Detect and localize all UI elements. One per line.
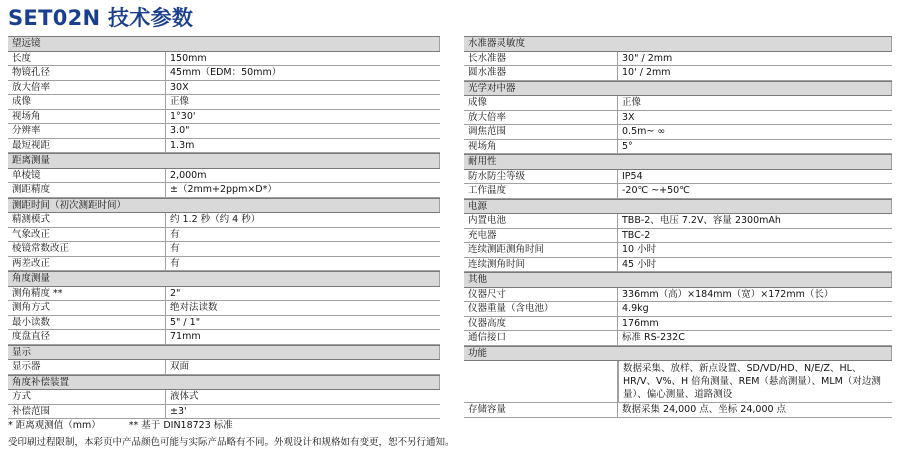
spec-label: 最小读数 — [8, 316, 166, 330]
spec-value: TBB-2、电压 7.2V、容量 2300mAh — [622, 215, 781, 226]
spec-label: 物镜孔径 — [8, 66, 166, 80]
spec-value: 150mm — [170, 52, 207, 64]
spec-value: 有 — [170, 257, 180, 269]
spec-label: 防水防尘等级 — [464, 170, 618, 184]
spec-row — [464, 243, 892, 258]
spec-label: 内置电池 — [464, 214, 618, 228]
section-header — [464, 346, 892, 362]
section-title: 测距时间（初次测距时间） — [8, 199, 440, 213]
spec-row — [464, 403, 892, 418]
spec-label: 存储容量 — [464, 403, 618, 417]
spec-label: 视场角 — [8, 110, 166, 124]
spec-row — [8, 110, 440, 125]
spec-row — [464, 140, 892, 155]
section-title: 耐用性 — [464, 155, 892, 169]
spec-row — [8, 139, 440, 154]
spec-row — [8, 390, 440, 405]
spec-value: 5" / 1" — [170, 316, 201, 328]
spec-row — [8, 257, 440, 272]
section-title: 光学对中器 — [464, 82, 892, 96]
spec-row — [8, 95, 440, 110]
spec-row — [8, 330, 440, 345]
spec-row — [8, 124, 440, 139]
spec-row — [8, 287, 440, 302]
spec-value: 336mm（高）×184mm（宽）×172mm（长） — [622, 288, 834, 300]
spec-label — [464, 361, 618, 402]
spec-label: 最短视距 — [8, 139, 166, 153]
spec-value: 1.3m — [170, 139, 195, 151]
spec-value: 4.9kg — [622, 303, 649, 314]
spec-label: 方式 — [8, 390, 166, 404]
spec-row — [464, 302, 892, 317]
spec-label: 仪器高度 — [464, 317, 618, 331]
spec-label: 调焦范围 — [464, 125, 618, 139]
spec-value: IP54 — [622, 170, 643, 182]
spec-value: 5° — [622, 140, 633, 152]
spec-label: 棱镜常数改正 — [8, 242, 166, 256]
section-header — [464, 81, 892, 97]
section-title: 显示 — [8, 346, 440, 360]
spec-row — [464, 111, 892, 126]
section-title: 电源 — [464, 200, 892, 214]
spec-label: 补偿范围 — [8, 405, 166, 419]
spec-value: 标准 RS-232C — [622, 332, 685, 343]
spec-value: 45mm（EDM：50mm） — [170, 67, 282, 78]
spec-row — [464, 331, 892, 346]
spec-row — [464, 184, 892, 199]
section-header — [8, 153, 440, 169]
spec-value: 30" / 2mm — [622, 52, 673, 64]
spec-row — [464, 361, 892, 403]
footnote-din: ** 基于 DIN18723 标准 — [128, 420, 233, 431]
spec-label: 成像 — [464, 96, 618, 110]
spec-label: 精测模式 — [8, 213, 166, 227]
spec-row — [464, 288, 892, 303]
page-title: SET02N 技术参数 — [8, 6, 194, 30]
spec-value: -20℃ ~+50℃ — [622, 185, 690, 196]
spec-value: 2" — [170, 287, 181, 299]
spec-value: 71mm — [170, 331, 201, 342]
section-header — [464, 36, 892, 52]
spec-value: 10' / 2mm — [622, 67, 671, 78]
spec-label: 长度 — [8, 52, 166, 66]
spec-row — [8, 242, 440, 257]
section-title: 水准器灵敏度 — [464, 37, 892, 51]
spec-label: 通信接口 — [464, 331, 618, 345]
spec-value: 双面 — [170, 361, 190, 372]
spec-label: 显示器 — [8, 360, 166, 374]
spec-row — [8, 228, 440, 243]
footnote-distance: * 距离观测值（mm） — [8, 420, 101, 431]
spec-label: 工作温度 — [464, 184, 618, 198]
section-title: 其他 — [464, 273, 892, 287]
spec-label: 度盘直径 — [8, 330, 166, 344]
spec-value: 45 小时 — [622, 258, 657, 270]
disclaimer: 受印刷过程限制，本彩页中产品颜色可能与实际产品略有不同。外观设计和规格如有变更，恕不另行通知。 — [8, 437, 455, 448]
spec-label: 视场角 — [464, 140, 618, 154]
section-title: 功能 — [464, 347, 892, 361]
spec-value: 2,000m — [170, 169, 207, 181]
spec-label: 圆水准器 — [464, 66, 618, 80]
spec-label: 连续测距测角时间 — [464, 243, 618, 257]
section-header — [8, 345, 440, 361]
spec-value: 有 — [170, 243, 180, 254]
spec-value: 1°30' — [170, 110, 196, 122]
section-header — [464, 272, 892, 288]
spec-row — [464, 170, 892, 185]
spec-value: 3.0" — [170, 125, 190, 136]
section-title: 距离测量 — [8, 154, 440, 168]
spec-value: 液体式 — [170, 391, 199, 402]
spec-row — [464, 258, 892, 273]
spec-label: 充电器 — [464, 229, 618, 243]
spec-value: 30X — [170, 81, 189, 93]
spec-row — [8, 213, 440, 228]
spec-row — [8, 316, 440, 331]
spec-value: 10 小时 — [622, 244, 657, 255]
spec-row — [8, 169, 440, 184]
spec-row — [464, 96, 892, 111]
section-title: 望远镜 — [8, 37, 440, 51]
spec-value: TBC-2 — [622, 229, 651, 241]
spec-row — [464, 214, 892, 229]
spec-row — [8, 81, 440, 96]
spec-value: 0.5m~ ∞ — [622, 126, 666, 137]
spec-table-left — [8, 36, 440, 419]
spec-table-right — [464, 36, 892, 418]
spec-label: 仪器尺寸 — [464, 288, 618, 302]
spec-label: 测角精度 ** — [8, 287, 166, 301]
section-header — [8, 375, 440, 391]
spec-value: 约 1.2 秒（约 4 秒） — [170, 214, 261, 225]
spec-value: 3X — [622, 111, 635, 123]
section-header — [8, 36, 440, 52]
section-title: 角度补偿装置 — [8, 376, 440, 390]
spec-row — [8, 52, 440, 67]
spec-label: 气象改正 — [8, 228, 166, 242]
spec-value: 正像 — [622, 97, 642, 108]
spec-value: 数据采集、放样、新点设置、SD/VD/HD、N/E/Z、HL、HR/V、V%、H 倍角测量、REM（悬高测量）、MLM（对边测量）、偏心测量、道路测设 — [618, 361, 892, 402]
spec-row — [8, 66, 440, 81]
spec-row — [8, 360, 440, 375]
spec-label: 放大倍率 — [464, 111, 618, 125]
section-header — [8, 198, 440, 214]
spec-label: 分辨率 — [8, 124, 166, 138]
spec-value: 有 — [170, 228, 180, 240]
spec-value: ±3' — [170, 405, 187, 417]
spec-value: 绝对法读数 — [170, 302, 218, 313]
spec-label: 仪器重量（含电池） — [464, 302, 618, 316]
spec-row — [464, 66, 892, 81]
spec-value: 176mm — [622, 317, 659, 329]
spec-row — [8, 183, 440, 198]
spec-value: 数据采集 24,000 点、坐标 24,000 点 — [622, 404, 787, 415]
spec-label: 成像 — [8, 95, 166, 109]
spec-label: 测距精度 — [8, 183, 166, 197]
spec-row — [8, 301, 440, 316]
spec-row — [464, 229, 892, 244]
section-title: 角度测量 — [8, 272, 440, 286]
spec-label: 单棱镜 — [8, 169, 166, 183]
footnote — [8, 417, 233, 431]
section-header — [8, 271, 440, 287]
section-header — [464, 154, 892, 170]
spec-value: ±（2mm+2ppm×D*） — [170, 184, 277, 195]
spec-row — [464, 317, 892, 332]
section-header — [464, 199, 892, 215]
spec-label: 放大倍率 — [8, 81, 166, 95]
spec-label: 两差改正 — [8, 257, 166, 271]
spec-label: 连续测角时间 — [464, 258, 618, 272]
spec-row — [464, 125, 892, 140]
spec-label: 长水准器 — [464, 52, 618, 66]
spec-row — [464, 52, 892, 67]
spec-label: 测角方式 — [8, 301, 166, 315]
spec-value: 正像 — [170, 96, 190, 107]
